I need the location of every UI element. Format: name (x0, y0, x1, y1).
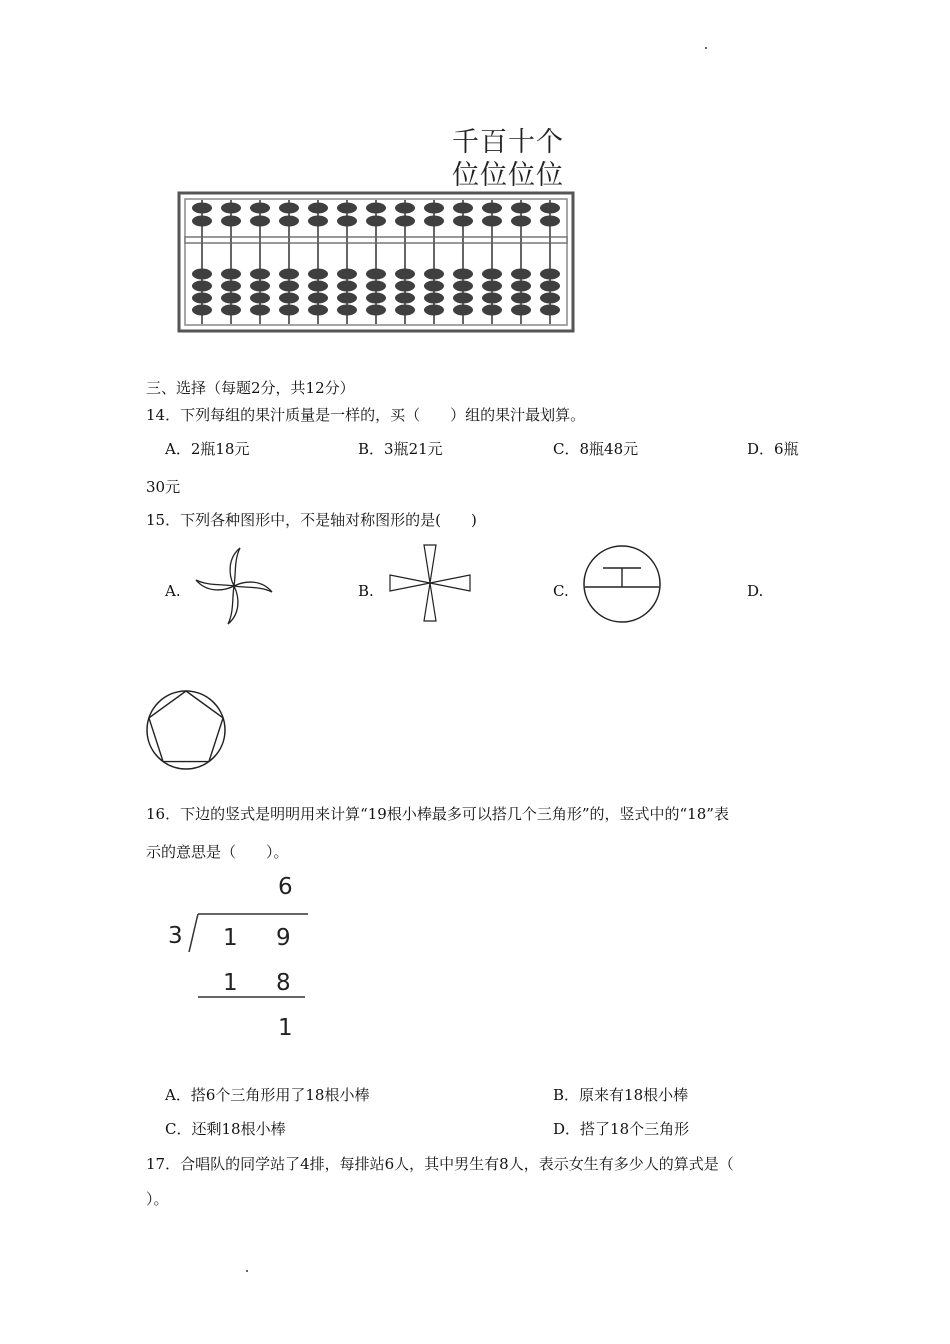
abacus-bead (221, 203, 241, 214)
abacus-bead (366, 269, 386, 280)
long-division-figure (160, 870, 320, 1050)
abacus-bead (424, 216, 444, 227)
q14-option-d[interactable]: D．6瓶 (747, 440, 799, 458)
abacus-bead (540, 269, 560, 280)
abacus-bead (308, 216, 328, 227)
q15-stem: 15．下列各种图形中，不是轴对称图形的是( ) (146, 511, 477, 529)
abacus-bead (279, 293, 299, 304)
abacus-bead (337, 293, 357, 304)
abacus-bead (511, 281, 531, 292)
abacus-bead (192, 305, 212, 316)
abacus-place-labels-line1: 千百十个 (452, 127, 564, 158)
abacus-bead (453, 203, 473, 214)
abacus-bead (482, 305, 502, 316)
abacus-bead (424, 305, 444, 316)
q15-option-c[interactable]: C. (553, 582, 569, 600)
abacus-bead (540, 293, 560, 304)
abacus-bead (511, 269, 531, 280)
abacus-bead (279, 281, 299, 292)
abacus-bead (395, 305, 415, 316)
division-dividend-ones: 9 (276, 925, 291, 951)
triangle-cross-shape (388, 542, 472, 624)
abacus-bead (279, 203, 299, 214)
abacus-bead (192, 269, 212, 280)
division-quotient: 6 (278, 874, 293, 900)
abacus-bead (221, 216, 241, 227)
q16-stem-line1: 16．下边的竖式是明明用来计算“19根小棒最多可以搭几个三角形”的，竖式中的“18”表 (146, 805, 729, 823)
abacus-bead (511, 203, 531, 214)
abacus-bead (337, 203, 357, 214)
abacus-bead (540, 281, 560, 292)
abacus-bead (366, 281, 386, 292)
abacus-bead (279, 269, 299, 280)
page-mark-top (705, 47, 707, 49)
abacus-bead (482, 293, 502, 304)
abacus-bead (250, 269, 270, 280)
division-product-tens: 1 (223, 970, 238, 996)
q14-option-c[interactable]: C．8瓶48元 (553, 440, 639, 458)
abacus-bead (395, 216, 415, 227)
abacus-figure (176, 190, 576, 335)
abacus-bead (424, 203, 444, 214)
abacus-bead (395, 281, 415, 292)
q15-option-b[interactable]: B. (358, 582, 374, 600)
page-mark-bottom (246, 1270, 248, 1272)
q14-option-a[interactable]: A．2瓶18元 (165, 440, 250, 458)
abacus-bead (453, 305, 473, 316)
abacus-bead (192, 203, 212, 214)
abacus-bead (453, 216, 473, 227)
abacus-bead (308, 269, 328, 280)
abacus-bead (540, 203, 560, 214)
division-remainder: 1 (278, 1015, 293, 1041)
q14-stem: 14．下列每组的果汁质量是一样的，买（ ）组的果汁最划算。 (146, 406, 586, 424)
abacus-bead (250, 293, 270, 304)
q15-option-d[interactable]: D. (747, 582, 764, 600)
abacus-bead (192, 216, 212, 227)
abacus-bead (221, 293, 241, 304)
abacus-bead (482, 281, 502, 292)
abacus-bead (482, 216, 502, 227)
abacus-bead (424, 293, 444, 304)
abacus-bead (221, 281, 241, 292)
abacus-bead (308, 293, 328, 304)
abacus-bead (250, 281, 270, 292)
q15-option-a[interactable]: A. (165, 582, 181, 600)
abacus-bead (511, 216, 531, 227)
abacus-bead (395, 293, 415, 304)
abacus-bead (308, 281, 328, 292)
abacus-place-labels-line2: 位位位位 (452, 160, 564, 191)
abacus-bead (192, 293, 212, 304)
abacus-bead (308, 305, 328, 316)
abacus-bead (366, 293, 386, 304)
abacus-bead (395, 269, 415, 280)
abacus-bead (366, 305, 386, 316)
abacus-bead (453, 281, 473, 292)
abacus-bead (511, 293, 531, 304)
abacus-bead (250, 216, 270, 227)
abacus-bead (279, 305, 299, 316)
q16-option-a[interactable]: A．搭6个三角形用了18根小棒 (165, 1086, 370, 1104)
abacus-bead (453, 269, 473, 280)
division-divisor: 3 (168, 923, 183, 949)
division-product-ones: 8 (276, 970, 291, 996)
abacus-rods (192, 200, 560, 324)
q14-option-b[interactable]: B．3瓶21元 (358, 440, 443, 458)
q16-option-d[interactable]: D．搭了18个三角形 (553, 1120, 690, 1138)
abacus-bead (337, 281, 357, 292)
q17-stem-line2: ）。 (146, 1190, 169, 1208)
abacus-bead (540, 216, 560, 227)
abacus-bead (395, 203, 415, 214)
abacus-bead (337, 305, 357, 316)
abacus-bead (453, 293, 473, 304)
q14-option-d-continued: 30元 (146, 478, 181, 496)
abacus-bead (424, 281, 444, 292)
abacus-bead (482, 269, 502, 280)
q16-option-b[interactable]: B．原来有18根小棒 (553, 1086, 689, 1104)
abacus-bead (337, 216, 357, 227)
division-bracket-lines (160, 870, 320, 1050)
abacus-bead (337, 269, 357, 280)
abacus-bead (221, 269, 241, 280)
abacus-bead (308, 203, 328, 214)
pinwheel-crescent-shape (193, 545, 275, 627)
circle-gong-shape (581, 543, 663, 625)
abacus-bead (192, 281, 212, 292)
abacus-bead (221, 305, 241, 316)
abacus-bead (279, 216, 299, 227)
abacus-bead (540, 305, 560, 316)
abacus-bead (250, 305, 270, 316)
abacus-bead (250, 203, 270, 214)
abacus-bead (366, 216, 386, 227)
q17-stem-line1: 17．合唱队的同学站了4排，每排站6人，其中男生有8人，表示女生有多少人的算式是（ (146, 1155, 734, 1173)
q16-stem-line2: 示的意思是（ ）。 (146, 843, 289, 861)
division-dividend-tens: 1 (223, 925, 238, 951)
q16-option-c[interactable]: C．还剩18根小棒 (165, 1120, 286, 1138)
abacus-bead (366, 203, 386, 214)
section-heading: 三、选择（每题2分，共12分） (146, 379, 355, 397)
abacus-bead (511, 305, 531, 316)
pentagon-in-circle-shape (144, 688, 228, 772)
abacus-bead (424, 269, 444, 280)
abacus-bead (482, 203, 502, 214)
